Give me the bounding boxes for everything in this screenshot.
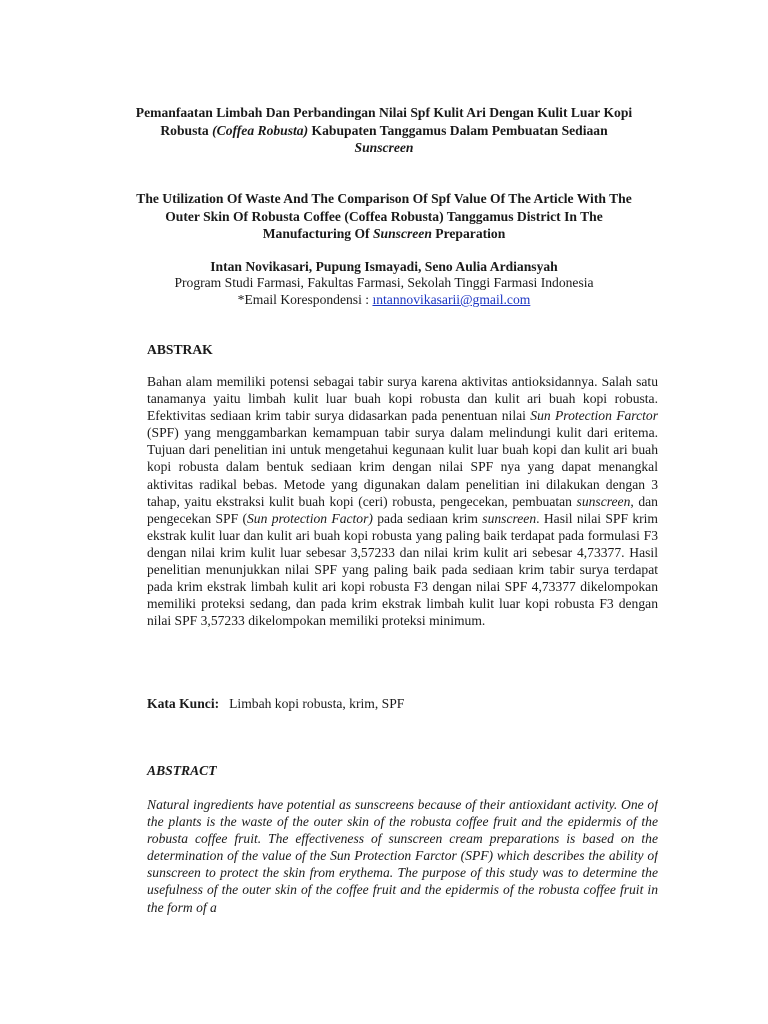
title-english: The Utilization Of Waste And The Comparison Of Spf Value Of The Article With The Outer Skin Of Robusta Coffee (Coffea Robusta) Tanggamus District In The Manufacturing Of Sunscreen Preparation: [136, 191, 632, 241]
authors: Intan Novikasari, Pupung Ismayadi, Seno Aulia Ardiansyah: [210, 259, 558, 274]
abstrak-body: Bahan alam memiliki potensi sebagai tabir surya karena aktivitas antioksidannya. Salah satu tanamanya yaitu limbah kulit luar buah kopi robusta dan kulit ari buah kopi robusta. Efektivitas sediaan krim tabir surya didasarkan pada penentuan nilai Sun Protection Farctor (SPF) yang menggambarkan kemampuan tabir surya dalam melindungi kulit dari eritema. Tujuan dari penelitian ini untuk mengetahui kegunaan kulit luar buah kopi dan kulit ari buah kopi robusta dalam bentuk sediaan krim dengan nilai SPF nya yang dapat menangkal aktivitas radikal bebas. Metode yang digunakan dalam penelitian ini dilakukan dengan 3 tahap, yaitu ekstraksi kulit buah kopi (ceri) robusta, pengecekan, pembuatan sunscreen, dan pengecekan SPF (Sun protection Factor) pada sediaan krim sunscreen. Hasil nilai SPF krim ekstrak kulit luar dan kulit ari buah kopi robusta yang paling baik terdapat pada formulasi F3 dengan nilai krim kulit luar sebesar 3,57233 dan nilai krim kulit ari sebesar 4,73377. Hasil penelitian menunjukkan nilai SPF yang paling baik pada sediaan krim tabir surya terdapat pada krim ekstrak limbah kulit ari kopi robusta F3 dengan nilai SPF 4,73377 dikelompokan memiliki proteksi sedang, dan pada krim ekstrak limbah kulit luar kopi robusta F3 dengan nilai SPF 3,57233 dikelompokan memiliki proteksi minimum.: [147, 374, 658, 629]
abstrak-heading: ABSTRAK: [147, 342, 213, 357]
email-link[interactable]: ıntannovikasarii@gmail.com: [372, 292, 531, 307]
keywords-value: Limbah kopi robusta, krim, SPF: [229, 696, 405, 711]
abstract-body: Natural ingredients have potential as sunscreens because of their antioxidant activity. One of the plants is the waste of the outer skin of the robusta coffee fruit and the epidermis of the robusta coffee fruit. The effectiveness of sunscreen cream preparations is based on the determination of the value of the Sun Protection Farctor (SPF) which describes the ability of sunscreen to protect the skin from erythema. The purpose of this study was to determine the usefulness of the outer skin of the coffee fruit and the epidermis of the robusta coffee fruit in the form of a: [147, 797, 658, 915]
abstract-heading: ABSTRACT: [147, 763, 217, 778]
email-line: [130, 291, 638, 308]
keywords: [147, 696, 404, 712]
email-label: *Email Korespondensi :: [237, 292, 373, 307]
keywords-label: Kata Kunci:: [147, 696, 220, 711]
title-indonesian: Pemanfaatan Limbah Dan Perbandingan Nilai Spf Kulit Ari Dengan Kulit Luar Kopi Robusta (Coffea Robusta) Kabupaten Tanggamus Dalam Pembuatan Sediaan Sunscreen: [135, 105, 633, 155]
affiliation: Program Studi Farmasi, Fakultas Farmasi, Sekolah Tinggi Farmasi Indonesia: [174, 275, 594, 290]
